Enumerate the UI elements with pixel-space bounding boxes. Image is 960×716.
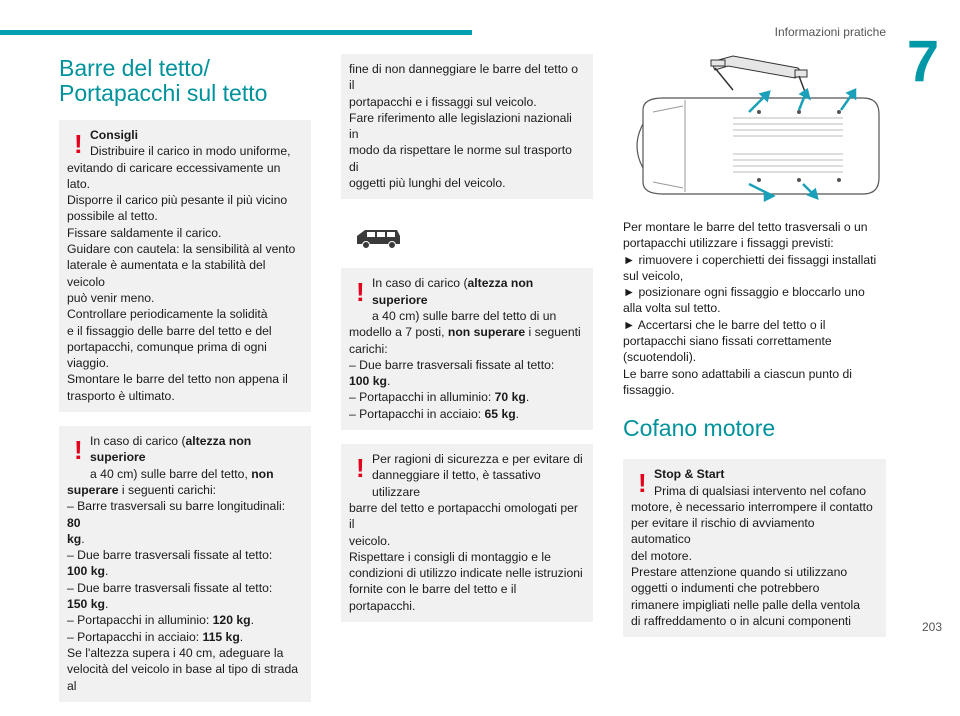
column-2 bbox=[341, 54, 593, 636]
column-3 bbox=[623, 50, 886, 651]
exclamation-icon: ! bbox=[74, 435, 83, 466]
roof-bars-diagram bbox=[623, 50, 886, 212]
car-7-seats-icon bbox=[353, 227, 403, 249]
exclamation-icon: ! bbox=[356, 277, 365, 308]
stop-start-box: ! Stop & Start Prima di qualsiasi intervento nel cofano motore, è necessario interrompere il contatto per evitare il rischio di avviamento automatico del motore. Prestare attenzione quando si utilizzano oggetti o indumenti che potrebbero rimanere impigliati nelle palle della ventola di raffreddamento o in alcuni componenti bbox=[623, 459, 886, 637]
advice-box: ! Consigli Distribuire il carico in modo uniforme, evitando di caricare eccessivamente un lato. Disporre il carico più pesante il più vicino possibile al tetto. Fissare saldamente il carico. Guidare con cautela: la sensibilità al vento laterale è aumentata e la stabilità del veicolo può venir meno. Controllare periodicamente la solidità e il fissaggio delle barre del tetto e del portapacchi, comunque prima di ogni viaggio. Smontare le barre del tetto non appena il trasporto è ultimato. bbox=[59, 120, 311, 412]
section-title-bonnet: Cofano motore bbox=[623, 415, 776, 442]
page-number: 203 bbox=[921, 620, 942, 634]
exclamation-icon: ! bbox=[356, 453, 365, 484]
section-title-roof-bars: Barre del tetto/ Portapacchi sul tetto bbox=[59, 55, 268, 106]
header-accent-bar bbox=[0, 30, 472, 35]
seven-seat-limits-box: ! In caso di carico (altezza non superiore a 40 cm) sulle barre del tetto di un modello a 7 posti, non superare i seguenti carichi: – Due barre trasversali fissate al tetto: 100 kg. – Portapacchi in alluminio: 70 kg. – Portapacchi in acciaio: 65 kg. bbox=[341, 268, 593, 430]
exclamation-icon: ! bbox=[74, 129, 83, 159]
advice-box-continued: fine di non danneggiare le barre del tetto o il portapacchi e i fissaggi sul veicolo. Fare riferimento alle legislazioni nazionali in modo da rispettare le norme sul trasporto di oggetti più lunghi del veicolo. bbox=[341, 54, 593, 199]
load-limits-box: ! In caso di carico (altezza non superiore a 40 cm) sulle barre del tetto, non superare i seguenti carichi: – Barre trasversali su barre longitudinali: 80 kg. – Due barre trasversali fissate al tetto: 100 kg. – Due barre trasversali fissate al tetto: 150 kg. – Portapacchi in alluminio: 120 kg. – Portapacchi in acciaio: 115 kg. Se l'altezza supera i 40 cm, adeguare la velocità del veicolo in base al tipo di strada al bbox=[59, 426, 311, 702]
column-1 bbox=[59, 50, 311, 716]
exclamation-icon: ! bbox=[638, 468, 647, 499]
section-label: Informazioni pratiche bbox=[774, 25, 886, 39]
mounting-instructions: Per montare le barre del tetto trasversali o un portapacchi utilizzare i fissaggi previsti: ► rimuovere i coperchietti dei fissaggi installati sul veicolo, ► posizionare ogni fissaggio e bloccarlo uno alla volta sul tetto. ► Accertarsi che le barre del tetto o il portapacchi siano fissati correttamente (scuotendoli). Le barre sono adattabili a ciascun punto di fissaggio. bbox=[623, 220, 877, 397]
chapter-number: 7 bbox=[906, 29, 940, 94]
safety-box: ! Per ragioni di sicurezza e per evitare di danneggiare il tetto, è tassativo utilizzare barre del tetto e portapacchi omologati per il veicolo. Rispettare i consigli di montaggio e le condizioni di utilizzo indicate nelle istruzioni fornite con le barre del tetto e il portapacchi. bbox=[341, 444, 593, 622]
